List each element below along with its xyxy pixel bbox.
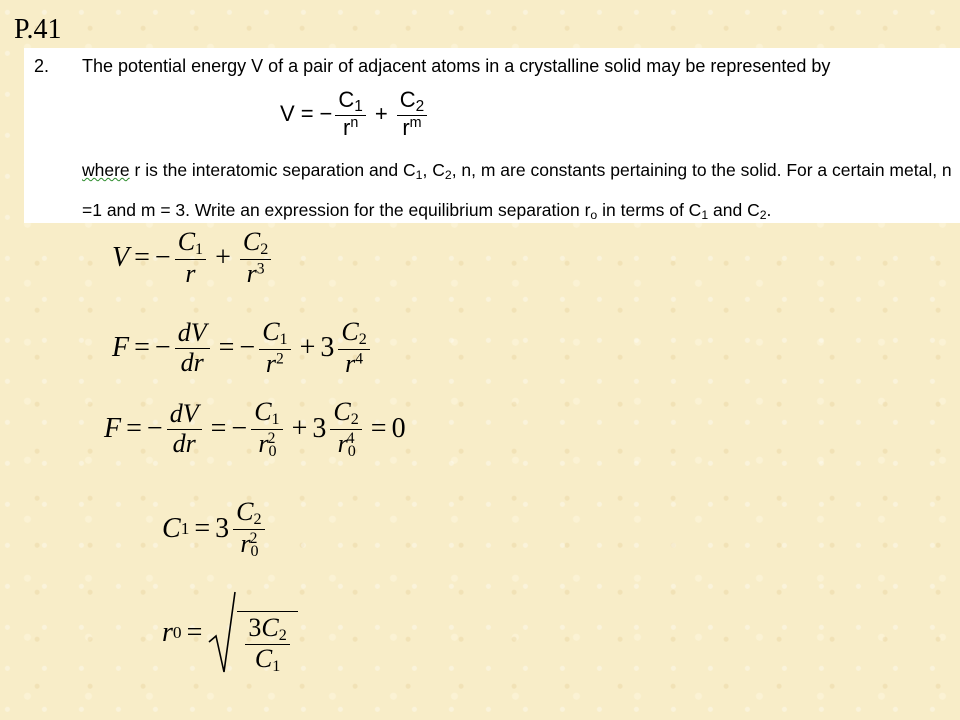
problem-formula (280, 82, 430, 146)
page-number: P.41 (14, 14, 62, 45)
square-root: $\frac{3C_2}{C_1}$ (207, 590, 297, 676)
fraction-c2-over-rm: $\frac{C_2}{r^m}$ (397, 88, 427, 141)
minus-sign: − (319, 101, 333, 126)
equation-r0-result: r 0 = $\frac{3C_2}{C_1}$ (162, 590, 298, 676)
equation-equilibrium-condition: F = − $\frac{dV}{dr}$ = − $\frac{C_1}{r_0^2}$ + 3 $\frac{C_2}{r_0^4}$ = 0 (104, 397, 406, 460)
equation-c1-solved: C 1 = 3 $\frac{C_2}{r_0^2}$ (162, 498, 269, 561)
fraction-c1-over-rn: $\frac{C_1}{r^n}$ (335, 88, 365, 141)
problem-number: 2. (34, 56, 50, 76)
equals-sign: = (300, 101, 314, 126)
equation-force: F = − $\frac{dV}{dr}$ = − $\frac{C_1}{r^2}$ + 3 $\frac{C_2}{r^4}$ (112, 318, 374, 378)
radical-sign-icon (207, 590, 237, 676)
plus-sign: + (374, 101, 388, 126)
formula-lhs: V (280, 101, 295, 126)
problem-question-text: where r is the interatomic separation and $C_1$, $C_2$, n, m are constants pertaining to the solid. For a certain metal, n =1 and m = 3. Write an expression for the equilibrium separation $r_o$ in terms of $C_1$ and $C_2$. (82, 160, 952, 223)
problem-statement (24, 48, 960, 223)
equation-potential: V = − $\frac{C_1}{r}$ + $\frac{C_2}{r^3}$ (112, 228, 275, 288)
problem-intro-text: The potential energy V of a pair of adjacent atoms in a crystalline solid may be represented by (82, 56, 831, 76)
